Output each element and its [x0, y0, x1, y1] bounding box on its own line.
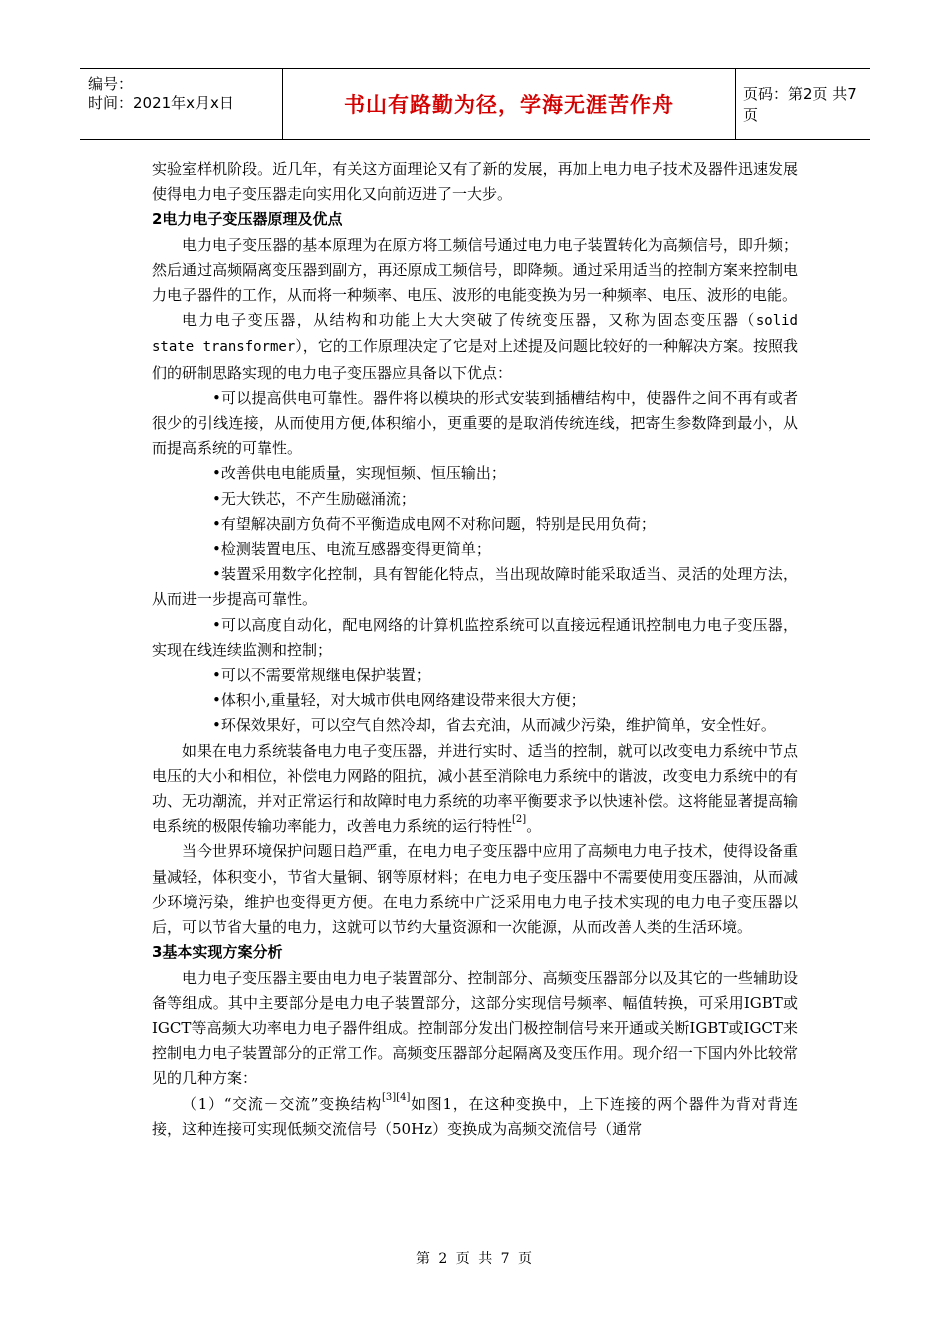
- paragraph-principle: 电力电子变压器的基本原理为在原方将工频信号通过电力电子装置转化为高频信号，即升频；然后通过高频隔离变压器到副方，再还原成工频信号，即降频。通过采用适当的控制方案来控制电力电子器件的工作，从而将一种频率、电压、波形的电能变换为另一种频率、电压、波形的电能。: [152, 235, 798, 305]
- page-footer: 第 2 页 共 7 页: [415, 1251, 535, 1267]
- document-body: [152, 157, 798, 1142]
- advantage-item: •检测装置电压、电流互感器变得更简单；: [212, 540, 491, 559]
- header-motto: 书山有路勤为径，学海无涯苦作舟: [344, 93, 674, 117]
- section-heading-3: 3基本实现方案分析: [152, 943, 283, 962]
- text-fragment: 如果在电力系统装备电力电子变压器，并进行实时、适当的控制，就可以改变电力系统中节点电压的大小和相位，补偿电力网路的阻抗，减小甚至消除电力系统中的谐波，改变电力系统中的有功、无功潮流，并对正常运行和故障时电力系统的功率平衡要求予以快速补偿。这将能显著提高输电系统的极限传输功率能力，改善电力系统的运行特性: [152, 741, 798, 836]
- header-motto-cell: [282, 69, 736, 139]
- paragraph-ac-ac: [152, 1092, 798, 1142]
- advantage-item: •可以不需要常规继电保护装置；: [212, 666, 431, 685]
- document-number-label: 编号：: [88, 75, 134, 93]
- advantage-item: •环保效果好，可以空气自然冷却，省去充油，从而减少污染，维护简单，安全性好。: [212, 716, 776, 735]
- paragraph-components: 电力电子变压器主要由电力电子装置部分、控制部分、高频变压器部分以及其它的一些辅助设备等组成。其中主要部分是电力电子装置部分，这部分实现信号频率、幅值转换，可采用IGBT或IGCT等高频大功率电力电子器件组成。控制部分发出门极控制信号来开通或关断IGBT或IGCT来控制电力电子装置部分的正常工作。高频变压器部分起隔离及变压作用。现介绍一下国内外比较常见的几种方案：: [152, 968, 798, 1088]
- advantage-item: •可以高度自动化，配电网络的计算机监控系统可以直接远程通讯控制电力电子变压器，实现在线连续监测和控制；: [152, 615, 798, 659]
- citation-ref: [3]: [382, 1091, 397, 1103]
- text-fragment: （1）“交流－交流”变换结构: [182, 1094, 383, 1113]
- text-fragment: 电力电子变压器，从结构和功能上大大突破了传统变压器，又称为固态变压器（: [182, 311, 756, 330]
- paragraph-power-system: [152, 739, 798, 840]
- advantage-item: •改善供电电能质量，实现恒频、恒压输出；: [212, 464, 506, 483]
- advantage-item: •可以提高供电可靠性。器件将以模块的形式安装到插槽结构中，使器件之间不再有或者很少的引线连接，从而使用方便,体积缩小，更重要的是取消传统连线，把寄生参数降到最小，从而提高系统的可靠性。: [152, 388, 798, 458]
- paragraph-solid-state: [152, 308, 798, 386]
- advantage-item: •有望解决副方负荷不平衡造成电网不对称问题，特别是民用负荷；: [212, 514, 656, 533]
- advantage-item: •体积小,重量轻，对大城市供电网络建设带来很大方便；: [212, 691, 586, 710]
- text-fragment: 。: [526, 817, 542, 836]
- english-term: solid state transformer: [152, 313, 798, 356]
- header-page-code: 页码：第2页 共7页: [743, 85, 857, 124]
- paragraph-environment: 当今世界环境保护问题日趋严重，在电力电子变压器中应用了高频电力电子技术，使得设备重量减轻，体积变小，节省大量铜、钢等原材料；在电力电子变压器中不需要使用变压器油，从而减少环境污染，维护也变得更方便。在电力系统中广泛采用电力电子技术实现的电力电子变压器以后，可以节省大量的电力，这就可以节约大量资源和一次能源，从而改善人类的生活环境。: [152, 842, 798, 937]
- advantage-item: •装置采用数字化控制，具有智能化特点，当出现故障时能采取适当、灵活的处理方法，从而进一步提高可靠性。: [152, 565, 798, 609]
- citation-ref: [2]: [512, 814, 527, 826]
- section-heading-2: 2电力电子变压器原理及优点: [152, 210, 343, 229]
- paragraph-intro: 实验室样机阶段。近几年，有关这方面理论又有了新的发展，再加上电力电子技术及器件迅速发展使得电力电子变压器走向实用化又向前迈进了一大步。: [152, 160, 798, 204]
- document-date: 时间：2021年x月x日: [88, 94, 234, 112]
- text-fragment: 如图1，在这种变换中，上下连接的两个器件为背对背连接，这种连接可实现低频交流信号（50Hz）变换成为高频交流信号（通常: [152, 1094, 798, 1138]
- header-table: [80, 68, 870, 140]
- advantage-item: •无大铁芯，不产生励磁涌流；: [212, 489, 416, 508]
- header-info-cell: [80, 69, 282, 139]
- text-fragment: ），它的工作原理决定了它是对上述提及问题比较好的一种解决方案。按照我们的研制思路实现的电力电子变压器应具备以下优点：: [152, 337, 798, 382]
- citation-ref: [4]: [396, 1091, 411, 1103]
